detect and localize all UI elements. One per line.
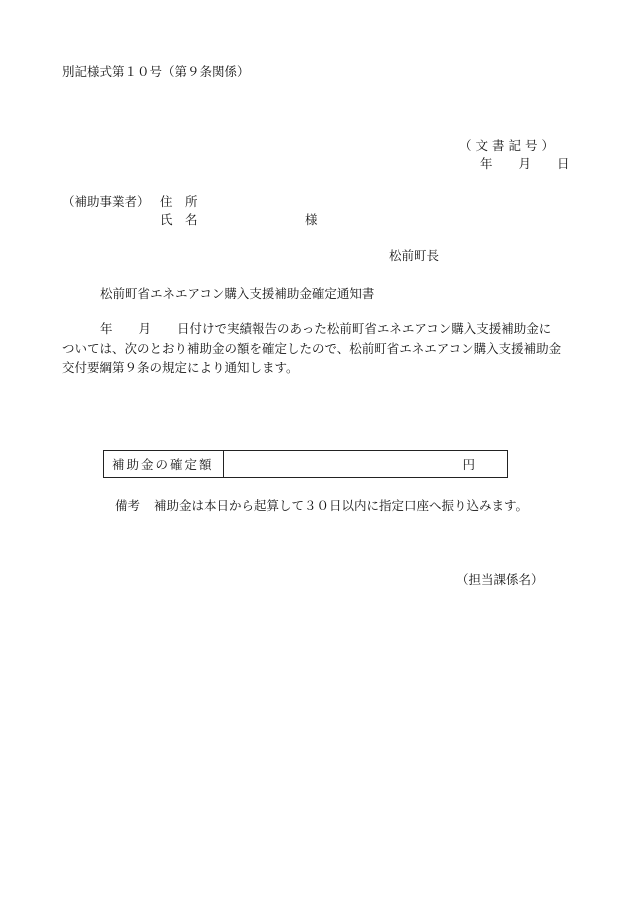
amount-value-cell bbox=[224, 451, 507, 477]
body-line-2: ついては、次のとおり補助金の額を確定したので、松前町省エネエアコン購入支援補助金 bbox=[62, 341, 562, 356]
sender-name: 松前町長 bbox=[389, 248, 440, 263]
body-line-3: 交付要綱第９条の規定により通知します。 bbox=[62, 360, 299, 375]
remarks bbox=[115, 500, 528, 513]
remarks-text: 補助金は本日から起算して３０日以内に指定口座へ振り込みます。 bbox=[154, 498, 529, 513]
recipient-label: （補助事業者） bbox=[62, 194, 150, 209]
date-line bbox=[480, 158, 570, 171]
date-day: 日 bbox=[557, 156, 570, 171]
body-line-1 bbox=[100, 323, 551, 336]
body-month: 月 bbox=[138, 321, 152, 336]
date-year: 年 bbox=[480, 156, 493, 171]
recipient-name-label: 氏 名 bbox=[160, 212, 198, 227]
form-number: 別記様式第１０号（第９条関係） bbox=[62, 64, 250, 79]
amount-table bbox=[103, 450, 508, 478]
remarks-label: 備考 bbox=[115, 498, 141, 513]
contact-section: （担当課係名） bbox=[456, 572, 544, 587]
recipient-honorific: 様 bbox=[305, 212, 318, 227]
document-number: （文書記号） bbox=[459, 138, 559, 153]
body-year: 年 bbox=[100, 321, 113, 336]
amount-unit: 円 bbox=[462, 457, 475, 472]
recipient-address-label: 住 所 bbox=[160, 194, 198, 209]
amount-label: 補助金の確定額 bbox=[104, 451, 224, 477]
date-month: 月 bbox=[518, 156, 532, 171]
notice-title: 松前町省エネエアコン購入支援補助金確定通知書 bbox=[100, 286, 375, 301]
body-line-1-text: 日付けで実績報告のあった松前町省エネエアコン購入支援補助金に bbox=[177, 321, 552, 336]
